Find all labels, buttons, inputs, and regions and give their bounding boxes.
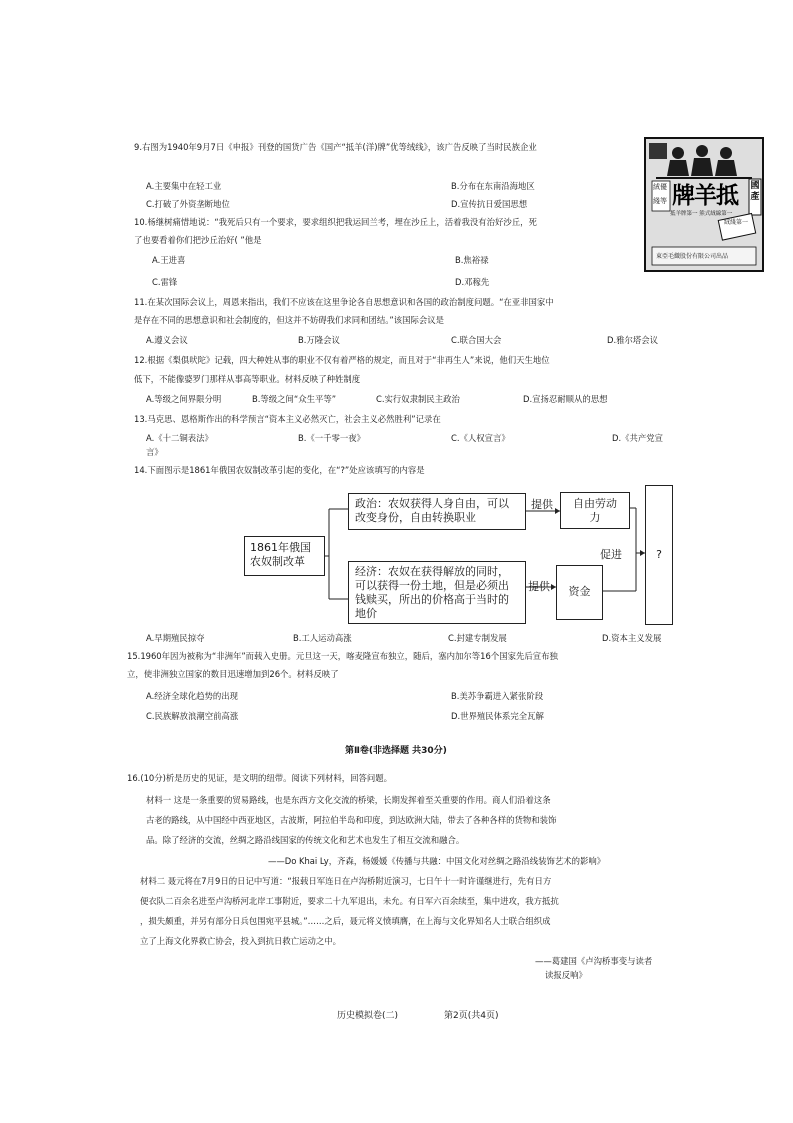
q12-line-1: 12.根据《梨俱吠陀》记载，四大种姓从事的职业不仅有着严格的规定，而且对于“非再生人”来说，他们天生地位	[134, 355, 550, 365]
q10-line-2: 了也要看着你们把沙丘治好( ”他是	[134, 235, 262, 245]
q12-option-a: A.等级之间界限分明	[146, 394, 222, 404]
ad-side-label: 國產	[750, 181, 760, 202]
q11-line-1: 11.在某次国际会议上，周恩来指出，我们不应该在这里争论各自思想意识和各国的政治制度问题。“在亚非国家中	[134, 297, 554, 307]
q9-option-a: A.主要集中在轻工业	[146, 181, 222, 191]
section-2-title: 第Ⅱ卷(非选择题 共30分)	[345, 746, 447, 756]
q11-option-c: C.联合国大会	[451, 335, 502, 345]
q16-material-2-line-1: 材料二 聂元将在7月9日的日记中写道：“报载日军连日在卢沟桥附近演习，七日午十一时许谨继进行，先有日方	[140, 876, 552, 886]
q16-material-1-source: ——Do Khai Ly，齐森，杨媛媛《传播与共融：中国文化对丝绸之路沿线装饰艺术的影响》	[268, 856, 606, 866]
ad-right-label: 絨綫第一	[724, 219, 749, 226]
diagram-answer-box	[645, 485, 673, 625]
q12-option-c: C.实行奴隶制民主政治	[376, 394, 460, 404]
q16-material-2-line-4: 立了上海文化界救亡协会，投入到抗日救亡运动之中。	[140, 936, 341, 946]
q16-material-2-source-1: ——葛建国《卢沟桥事变与读者	[535, 956, 653, 966]
diagram-provide-label-1: 提供	[531, 498, 553, 511]
diagram-root-box	[244, 536, 325, 576]
diagram-root-text: 1861年俄国农奴制改革	[250, 541, 311, 568]
q14-option-d: D.资本主义发展	[602, 633, 662, 643]
diagram-economy-text: 经济：农奴在获得解放的同时，可以获得一份土地，但是必须出钱赎买，所出的价格高于当时的地价	[355, 565, 509, 620]
diagram-provide-label-2: 提供	[528, 580, 550, 593]
footer-paper-name: 历史模拟卷(二)	[337, 1011, 399, 1021]
q11-option-a: A.遵义会议	[146, 335, 188, 345]
q9-option-d: D.宣传抗日爱国思想	[451, 199, 528, 209]
diagram-promote-label: 促进	[600, 548, 622, 561]
diagram-politics-box	[348, 493, 526, 530]
q11-line-2: 是存在不同的思想意识和社会制度的，但这并不妨碍我们求同和团结。”该国际会议是	[134, 315, 445, 325]
q15-option-d: D.世界殖民体系完全瓦解	[451, 711, 544, 721]
q14-stem: 14.下面图示是1861年俄国农奴制改革引起的变化，在“?”处应该填写的内容是	[134, 465, 425, 475]
q10-option-d: D.邓稼先	[455, 277, 490, 287]
q15-line-2: 立，使非洲独立国家的数目迅速增加到26个。材料反映了	[127, 669, 339, 679]
q11-option-b: B.万隆会议	[298, 335, 340, 345]
q16-material-1-line-1: 材料一 这是一条重要的贸易路线，也是东西方文化交流的桥梁，长期发挥着至关重要的作用。商人们沿着这条	[146, 795, 551, 805]
q9-stem: 9.右图为1940年9月7日《申报》刊登的国货广告《国产“抵羊(洋)牌”优等绒线》，该广告反映了当时民族企业	[134, 142, 537, 152]
q9-option-c: C.打破了外资垄断地位	[146, 199, 230, 209]
q16-material-2-line-3: ，损失颇重，并另有部分日兵包围宛平县城。”……之后，聂元将义愤填膺，在上海与文化界知名人士联合组织成	[140, 916, 551, 926]
q12-option-d: D.宣扬忍耐顺从的思想	[523, 394, 608, 404]
q13-option-b: B.《一千零一夜》	[298, 433, 366, 443]
q15-line-1: 15.1960年因为被称为“非洲年”而载入史册。元旦这一天，喀麦隆宣布独立，随后，塞内加尔等16个国家先后宣布独	[127, 651, 558, 661]
q14-option-c: C.封建专制发展	[448, 633, 507, 643]
q12-line-2: 低下，不能像婆罗门那样从事高等职业。材料反映了种姓制度	[134, 374, 361, 384]
q16-material-2-line-2: 便衣队二百余名进至卢沟桥河北岸工事附近，要求二十九军退出，未允。有日军六百余续至，集中进攻，我方抵抗	[140, 896, 559, 906]
diagram-question-mark: ?	[656, 548, 662, 561]
q16-material-1-line-3: 品。除了经济的交流，丝绸之路沿线国家的传统文化和艺术也发生了相互交流和融合。	[146, 835, 465, 845]
q16-material-1-line-2: 古老的路线，从中国经中西亚地区，古波斯，阿拉伯半岛和印度，到达欧洲大陆，带去了各种各样的货物和装饰	[146, 815, 557, 825]
ad-left-label-2: 綫等	[653, 197, 667, 205]
q10-option-a: A.王进喜	[152, 255, 186, 265]
q16-material-2-source-2: 读报反响》	[545, 970, 587, 980]
q15-option-b: B.美苏争霸进入紧张阶段	[451, 691, 544, 701]
q11-option-d: D.雅尔塔会议	[607, 335, 658, 345]
q13-stem: 13.马克思、恩格斯作出的科学预言“资本主义必然灭亡，社会主义必然胜利”记录在	[134, 414, 441, 424]
footer-page-number: 第2页(共4页)	[444, 1011, 499, 1021]
diagram-capital-text: 资金	[568, 585, 591, 598]
q13-option-d-cont: 言》	[146, 447, 163, 457]
q10-option-c: C.雷锋	[152, 277, 178, 287]
q14-option-b: B.工人运动高涨	[293, 633, 352, 643]
ad-left-label-1: 絨優	[653, 183, 667, 191]
q14-option-a: A.早期殖民掠夺	[146, 633, 205, 643]
q9-option-b: B.分布在东南沿海地区	[451, 181, 535, 191]
diagram-politics-text: 政治：农奴获得人身自由，可以改变身份，自由转换职业	[355, 497, 509, 524]
diagram-economy-box	[348, 561, 526, 624]
diagram-labor-box	[560, 492, 630, 529]
diagram-capital-box	[556, 565, 603, 620]
ad-brand-text: 牌羊抵	[672, 182, 738, 209]
q10-option-b: B.焦裕禄	[455, 255, 489, 265]
ad-footer: 東亞毛織股份有限公司出品	[656, 253, 729, 260]
ad-slogan: 抵羊牌第一 熊式絨線第一	[670, 211, 733, 217]
q15-option-a: A.经济全球化趋势的出现	[146, 691, 238, 701]
q15-option-c: C.民族解放浪潮空前高涨	[146, 711, 239, 721]
q13-option-c: C.《人权宣言》	[451, 433, 510, 443]
diagram-labor-text: 自由劳动力	[573, 497, 617, 524]
q10-line-1: 10.杨继树痛惜地说：“我死后只有一个要求，要求组织把我运回兰考，埋在沙丘上，活着我没有治好沙丘，死	[134, 217, 537, 227]
q13-option-d: D.《共产党宣	[612, 433, 663, 443]
q16-stem: 16.(10分)析是历史的见证，是文明的纽带。阅读下列材料，回答问题。	[127, 773, 393, 783]
q13-option-a: A.《十二铜表法》	[146, 433, 213, 443]
q12-option-b: B.等级之间“众生平等”	[252, 394, 337, 404]
